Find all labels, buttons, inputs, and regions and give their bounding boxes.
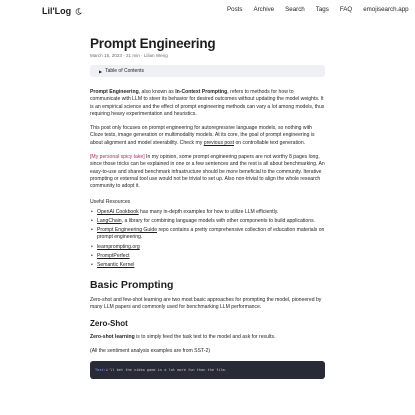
learnprompting-link[interactable]: learnprompting.org: [97, 243, 140, 250]
nav-emojisearch[interactable]: emojisearch.app: [363, 6, 409, 13]
list-item: [90, 262, 325, 269]
list-item: [90, 218, 325, 225]
scope-text-2: on controllable text generation.: [234, 139, 306, 146]
resources-heading: Useful Resources: [90, 198, 131, 205]
opinion-text: In my opinion, some prompt engineering papers are not worthy 8 pages long, since those tricks can be explained in one or a few sentences and the rest is all about benchmarking. An easy-to-use and shared benchmark infrastructure should be more beneficial to the community. Iterative prompting or external tool use would not be trivial to set up. Also non-trivial to align the whole research community to adopt it.: [90, 154, 325, 190]
list-item-text: , a library for combining language models with other components to build applications.: [121, 217, 316, 224]
post-content: [90, 30, 325, 379]
nav-tags[interactable]: Tags: [315, 6, 329, 13]
nav-search[interactable]: Search: [285, 6, 305, 13]
site-header: [0, 0, 415, 22]
list-item: [90, 227, 325, 242]
table-of-contents-toggle[interactable]: [90, 65, 325, 77]
intro-paragraph: [90, 89, 325, 118]
site-logo[interactable]: Lil'Log: [42, 6, 72, 16]
term-prompt-engineering: Prompt Engineering: [90, 89, 139, 95]
sst2-note: (All the sentiment analysis examples are from SST-2): [90, 347, 211, 354]
zero-shot-heading: Zero-Shot: [90, 319, 128, 329]
top-nav: [227, 6, 415, 13]
intro-text-2: , refers to methods for how to communicate with LLM to steer its behavior for desired outcomes without updating the model weights. It is an empirical science and the effect of prompt engineering methods can vary a lot among models, thus requiring heavy experimentation and heuristics.: [90, 89, 325, 117]
term-in-context-prompting: In-Context Prompting: [175, 89, 228, 95]
spicy-take-label: [My personal spicy take]: [90, 154, 145, 161]
list-item-text: has many in-depth examples for how to utilize LLM efficiently.: [138, 208, 279, 215]
scope-paragraph: [90, 125, 325, 147]
moon-icon[interactable]: [75, 8, 82, 15]
list-item-text: repo contains a pretty comprehensive collection of education materials on prompt engineering.: [97, 227, 325, 241]
zero-shot-text: is to simply feed the task text to the model and ask for results.: [134, 334, 276, 341]
toc-label: Table of Contents: [105, 68, 144, 74]
semantic-kernel-link[interactable]: Semantic Kernel: [97, 262, 135, 269]
list-item: [90, 253, 325, 260]
basic-prompting-paragraph: Zero-shot and few-shot learning are two most basic approaches for prompting the model, pioneered by many LLM papers and commonly used for benchmarking LLM performance.: [90, 296, 322, 310]
nav-posts[interactable]: Posts: [227, 6, 243, 13]
code-keyword: Text:: [95, 367, 106, 372]
basic-prompting-heading: Basic Prompting: [90, 278, 174, 291]
resources-list: [90, 209, 325, 270]
promptperfect-link[interactable]: PromptPerfect: [97, 253, 130, 260]
scope-text-1: This post only focuses on prompt engineering for autoregressive language models, so nothing with Cloze tests, image generation or multimodality models. At its core, the goal of prompt engineering is about alignment and model steerability. Check my: [90, 125, 315, 146]
code-text: i'll bet the video game is a lot more fun than the film.: [105, 367, 227, 372]
nav-archive[interactable]: Archive: [253, 6, 275, 13]
nav-faq[interactable]: FAQ: [339, 6, 353, 13]
openai-cookbook-link[interactable]: OpenAI Cookbook: [97, 208, 139, 215]
list-item: [90, 209, 325, 216]
intro-text-1: , also known as: [138, 89, 176, 95]
page-title: Prompt Engineering: [90, 36, 216, 51]
opinion-paragraph: [90, 154, 325, 190]
caret-right-icon: ▶: [99, 68, 103, 74]
prompt-engineering-guide-link[interactable]: Prompt Engineering Guide: [97, 227, 158, 234]
zero-shot-paragraph: [90, 334, 325, 341]
list-item: [90, 244, 325, 251]
previous-post-link[interactable]: previous post: [203, 139, 235, 146]
code-block: [90, 361, 325, 379]
langchain-link[interactable]: LangChain: [97, 217, 122, 224]
term-zero-shot-learning: Zero-shot learning: [90, 334, 135, 341]
post-meta: March 15, 2023 · 21 min · Lilian Weng: [90, 53, 168, 58]
